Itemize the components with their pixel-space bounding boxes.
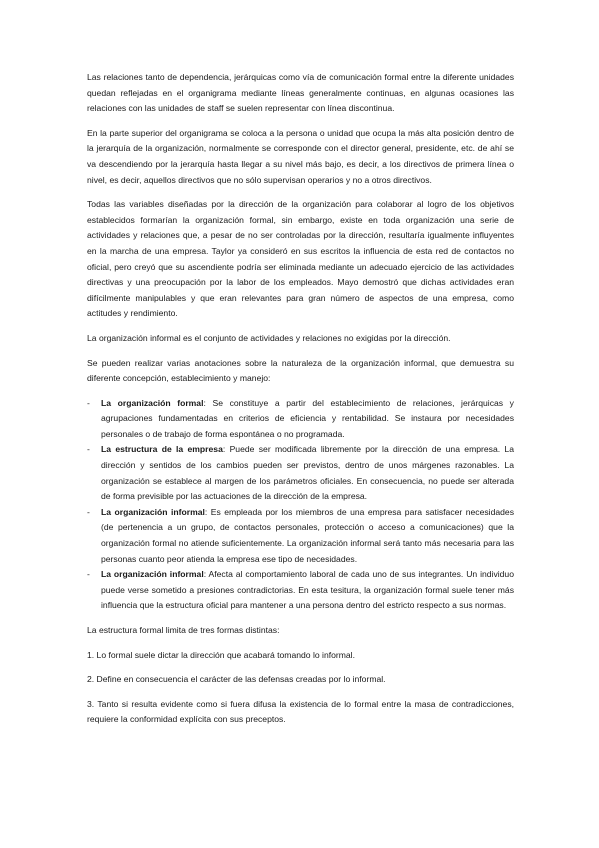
list-item-text: : Es empleada por los miembros de una empresa para satisfacer necesidades (de pertenencia a un grupo, de contactos personales, protección o acceso a comunicaciones) que la organización formal no atiende suficientemente. La organización informal será tanto más necesaria para las personas cuanto peor atienda la empresa ese tipo de necesidades. <box>101 506 514 564</box>
list-item-term: La organización informal <box>101 506 205 517</box>
list-item <box>87 567 514 614</box>
paragraph: La estructura formal limita de tres formas distintas: <box>87 625 280 635</box>
list-item-text: : Se constituye a partir del establecimiento de relaciones, jerárquicas y agrupaciones fundamentadas en criterios de eficiencia y rentabilidad. Se instaura por necesidades personales o de trabajo de forma espontánea o no programada. <box>101 397 514 439</box>
notes-list <box>87 396 514 614</box>
paragraph: La organización informal es el conjunto de actividades y relaciones no exigidas por la dirección. <box>87 332 451 343</box>
numbered-paragraph: 1. Lo formal suele dictar la dirección que acabará tomando lo informal. <box>87 649 355 660</box>
paragraph: Se pueden realizar varias anotaciones sobre la naturaleza de la organización informal, que demuestra su diferente concepción, establecimiento y manejo: <box>87 357 514 384</box>
paragraph: Todas las variables diseñadas por la dirección de la organización para colaborar al logro de los objetivos establecidos formarían la organización formal, sin embargo, existe en toda organización una serie de actividades y relaciones que, a pesar de no ser controladas por la dirección, resultaría igualmente influyentes en la marcha de una empresa. Taylor ya consideró en sus escritos la influencia de esta red de contactos no oficial, pero creyó que su ascendiente podría ser eliminada mediante un adecuado ejercicio de las actividades directivas y una preocupación por la labor de los empleados. Mayo demostró que dichas actividades eran difícilmente manipulables y que eran relevantes para gran número de aspectos de una empresa, como actitudes y rendimiento. <box>87 199 514 319</box>
paragraph: Las relaciones tanto de dependencia, jerárquicas como vía de comunicación formal entre la diferente unidades quedan reflejadas en el organigrama mediante líneas generalmente continuas, en algunas ocasiones las relaciones con las unidades de staff se suelen representar con línea discontinua. <box>87 72 514 114</box>
bullet-dash: - <box>87 397 90 408</box>
bullet-dash: - <box>87 569 90 580</box>
list-item-term: La organización formal <box>101 397 204 408</box>
numbered-paragraph: 2. Define en consecuencia el carácter de las defensas creadas por lo informal. <box>87 674 386 685</box>
bullet-dash: - <box>87 444 90 455</box>
list-item-text: : Afecta al comportamiento laboral de cada uno de sus integrantes. Un individuo puede verse sometido a presiones contradictorias. En esta tesitura, la organización formal suele tener más influencia que la estructura oficial para mantener a una persona dentro del estricto respecto a sus normas. <box>101 569 514 611</box>
bullet-dash: - <box>87 506 90 517</box>
document-page <box>87 70 514 737</box>
paragraph: En la parte superior del organigrama se coloca a la persona o unidad que ocupa la más alta posición dentro de la jerarquía de la organización, normalmente se corresponde con el director general, presidente, etc. de ahí se va descendiendo por la jerarquía hasta llegar a su nivel más bajo, es decir, a los directivos de primera línea o nivel, es decir, aquellos directivos que no sólo supervisan operarios y no a otros directivos. <box>87 127 514 185</box>
list-item-term: La organización informal <box>101 569 204 580</box>
list-item-text: : Puede ser modificada libremente por la dirección de una empresa. La dirección y sentidos de los cambios pueden ser previstos, dentro de unos márgenes razonables. La organización se establece al margen de los parámetros oficiales. En consecuencia, no puede ser alterada de forma previsible por las actuaciones de la dirección de la empresa. <box>101 444 514 502</box>
list-item <box>87 396 514 443</box>
list-item-term: La estructura de la empresa <box>101 444 223 455</box>
numbered-paragraph: 3. Tanto si resulta evidente como si fuera difusa la existencia de lo formal entre la masa de contradicciones, requiere la conformidad explícita con sus preceptos. <box>87 698 514 725</box>
list-item <box>87 442 514 504</box>
list-item <box>87 505 514 567</box>
